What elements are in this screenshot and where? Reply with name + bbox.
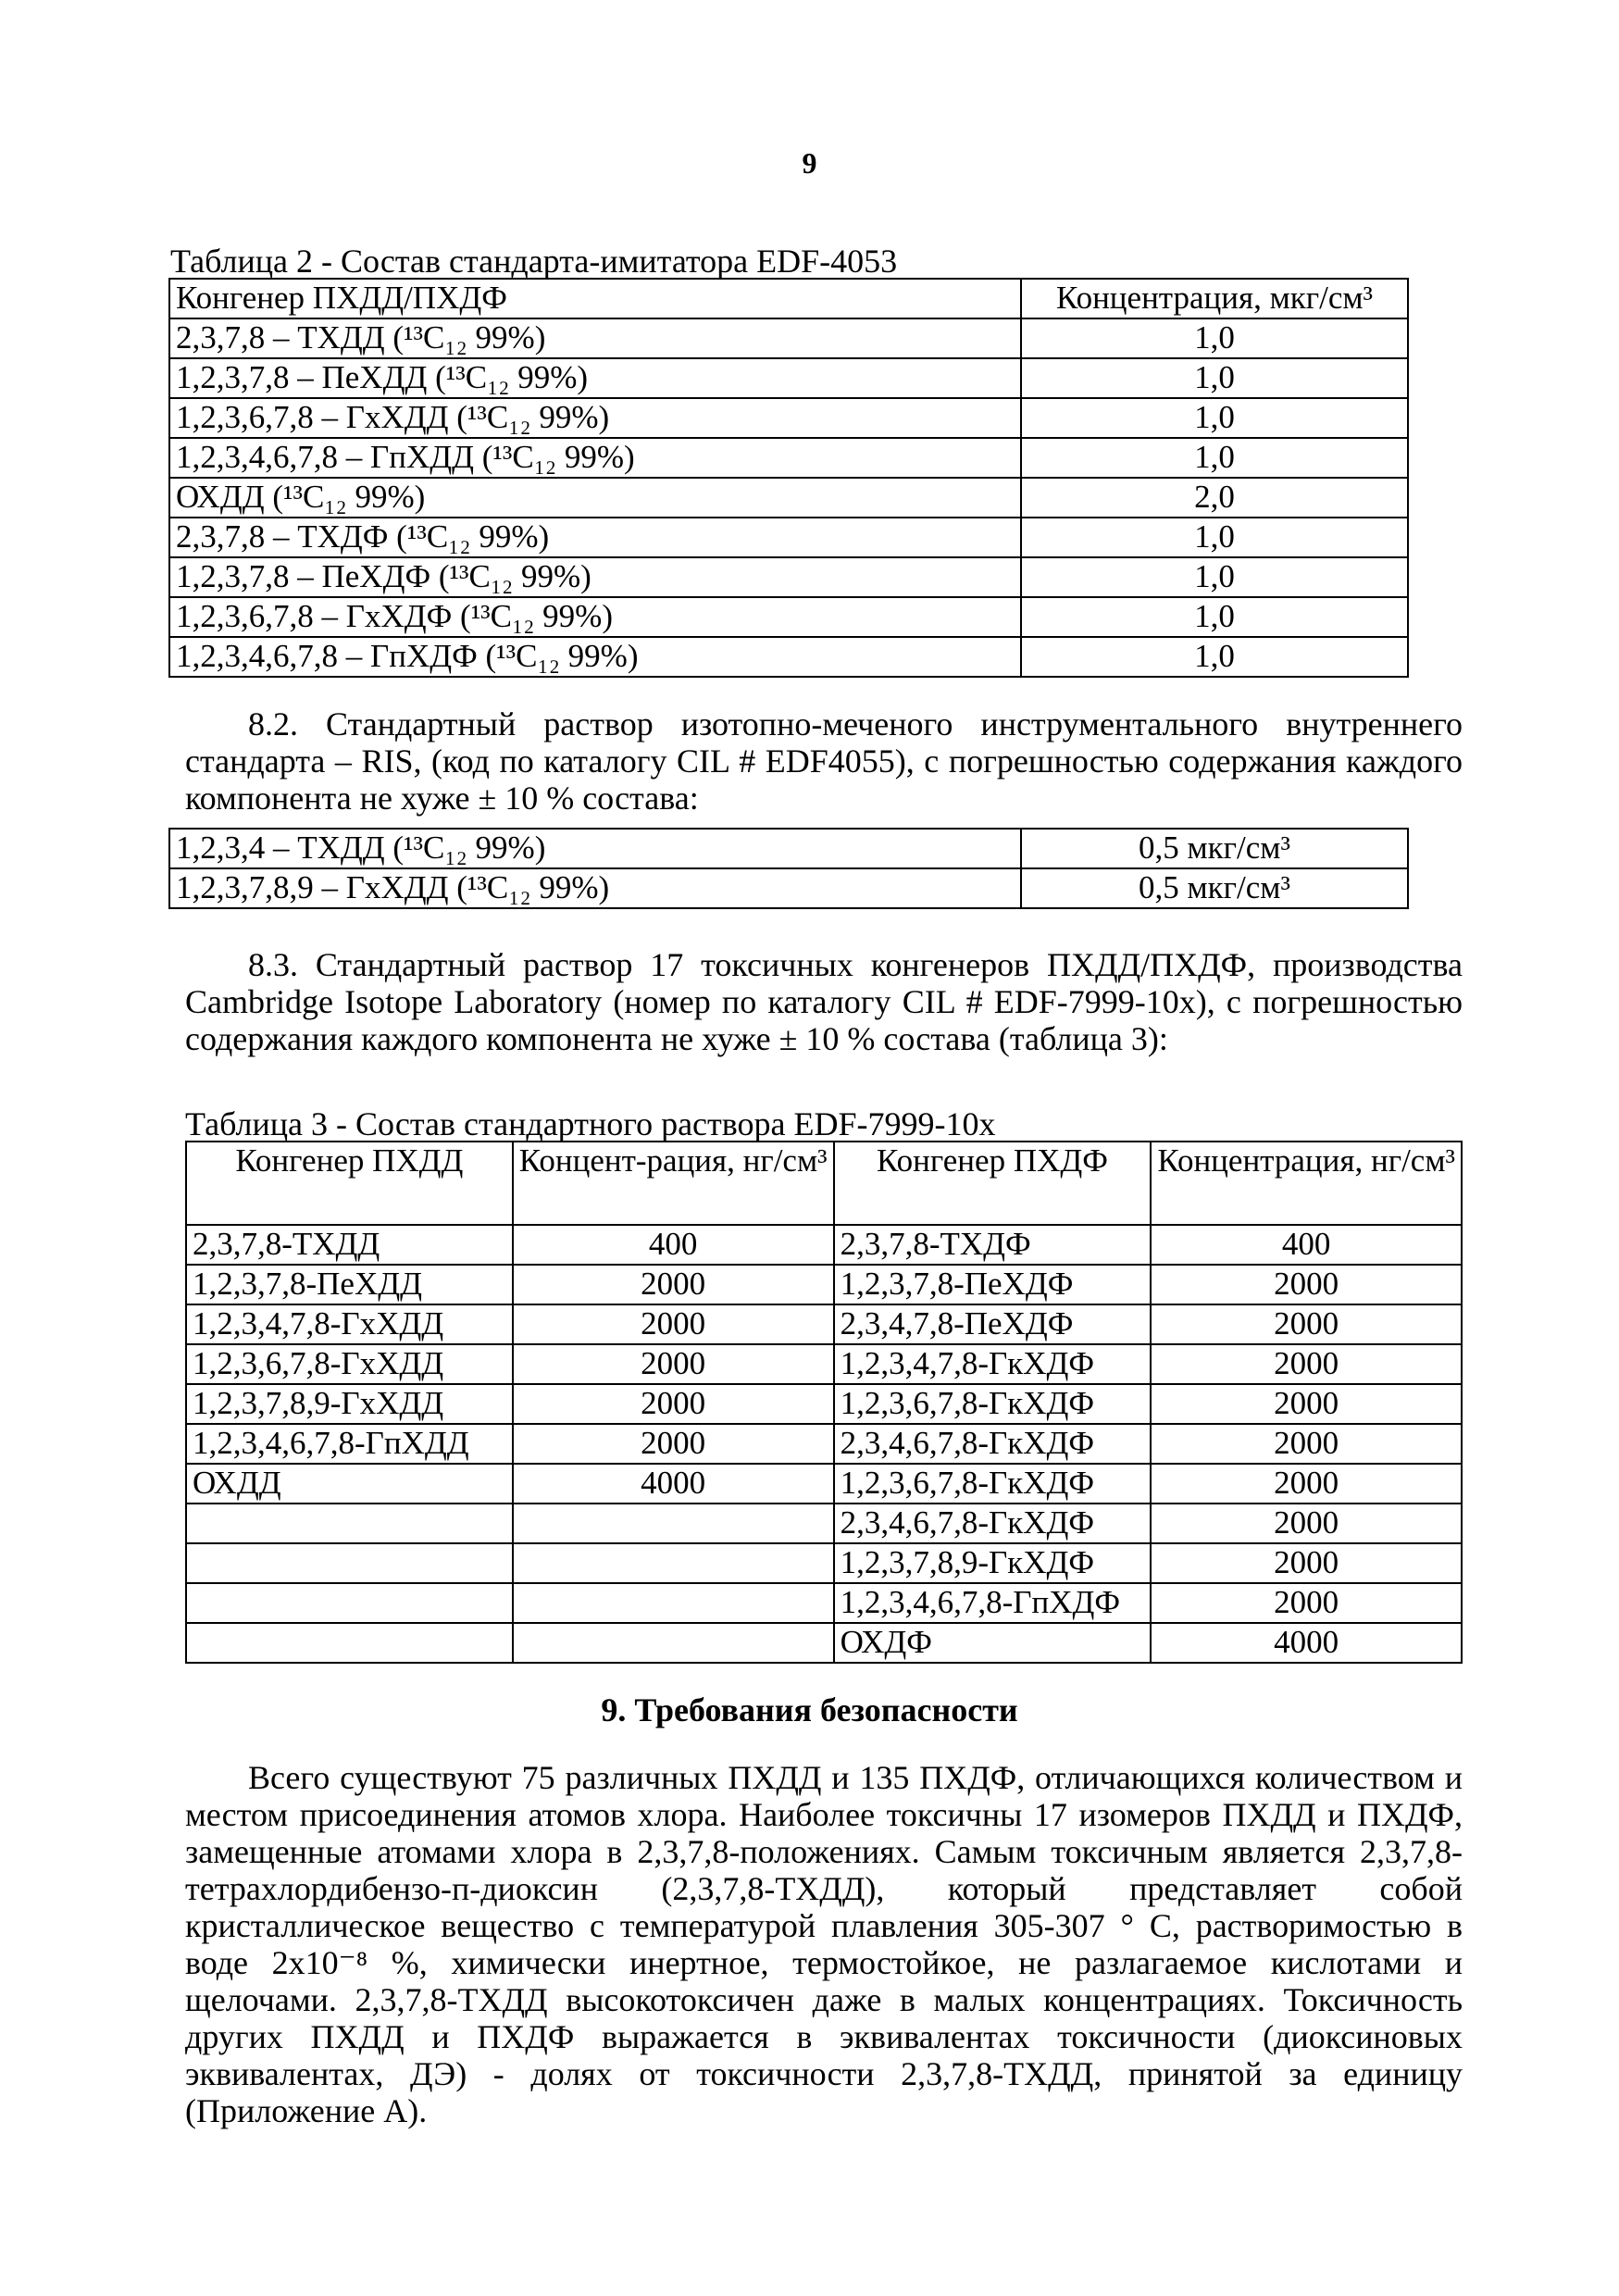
page-number: 9 [802, 146, 817, 180]
table-row [169, 318, 1408, 358]
table-row [186, 1265, 1462, 1304]
concentration-cell: 0,5 мкг/см³ [1021, 829, 1408, 868]
table3-caption: Таблица 3 - Состав стандартного раствора EDF-7999-10x [185, 1105, 996, 1142]
pcdd-congener-cell: 1,2,3,4,6,7,8-ГпХДД [186, 1424, 513, 1464]
table-row [186, 1504, 1462, 1543]
table-row [169, 829, 1408, 868]
pcdf-congener-cell: 1,2,3,7,8,9-ГкХДФ [834, 1543, 1152, 1583]
concentration-cell: 0,5 мкг/см³ [1021, 868, 1408, 908]
table-row [186, 1543, 1462, 1583]
table-row [186, 1583, 1462, 1623]
pcdf-congener-cell: ОХДФ [834, 1623, 1152, 1663]
pcdd-congener-cell: ОХДД [186, 1464, 513, 1504]
pcdd-congener-cell [186, 1543, 513, 1583]
pcdf-concentration-cell: 2000 [1151, 1464, 1462, 1504]
section-8-2-text: 8.2. Стандартный раствор изотопно-меченого инструментального внутреннего стандарта – RIS, (код по каталогу CIL # EDF4055), с погрешностью содержания каждого компонента не хуже ± 10 % состава: [185, 705, 1463, 817]
table-row [186, 1424, 1462, 1464]
table-row [186, 1344, 1462, 1384]
column-header-concentration: Концентрация, мкг/см³ [1021, 279, 1408, 318]
table-row [169, 518, 1408, 557]
pcdd-congener-cell: 1,2,3,7,8-ПеХДД [186, 1265, 513, 1304]
pcdf-congener-cell: 1,2,3,6,7,8-ГкХДФ [834, 1464, 1152, 1504]
congener-cell: 2,3,7,8 – ТХДФ (¹³C₁₂ 99%) [169, 518, 1021, 557]
section-8-3-text: 8.3. Стандартный раствор 17 токсичных конгенеров ПХДД/ПХДФ, производства Cambridge Isotope Laboratory (номер по каталогу CIL # EDF-7999-10x), с погрешностью содержания каждого компонента не хуже ± 10 % состава (таблица 3): [185, 946, 1463, 1057]
pcdd-concentration-cell: 4000 [513, 1464, 834, 1504]
pcdf-concentration-cell: 2000 [1151, 1504, 1462, 1543]
table-header-row [169, 279, 1408, 318]
pcdf-congener-cell: 1,2,3,7,8-ПеХДФ [834, 1265, 1152, 1304]
table2-caption: Таблица 2 - Состав стандарта-имитатора EDF-4053 [170, 243, 898, 280]
table2 [168, 278, 1409, 678]
pcdd-congener-cell: 1,2,3,7,8,9-ГхХДД [186, 1384, 513, 1424]
congener-cell: 1,2,3,6,7,8 – ГхХДД (¹³C₁₂ 99%) [169, 398, 1021, 438]
concentration-cell: 1,0 [1021, 597, 1408, 637]
pcdf-congener-cell: 2,3,4,6,7,8-ГкХДФ [834, 1424, 1152, 1464]
section-9-heading: 9. Требования безопасности [601, 1691, 1018, 1728]
congener-cell: 1,2,3,6,7,8 – ГхХДФ (¹³C₁₂ 99%) [169, 597, 1021, 637]
pcdd-concentration-cell: 2000 [513, 1304, 834, 1344]
congener-cell: 1,2,3,7,8 – ПеХДФ (¹³C₁₂ 99%) [169, 557, 1021, 597]
pcdf-congener-cell: 1,2,3,6,7,8-ГкХДФ [834, 1384, 1152, 1424]
congener-cell: 1,2,3,7,8,9 – ГхХДД (¹³C₁₂ 99%) [169, 868, 1021, 908]
pcdd-congener-cell [186, 1623, 513, 1663]
table3 [185, 1141, 1463, 1664]
pcdf-concentration-cell: 2000 [1151, 1344, 1462, 1384]
table-row [169, 637, 1408, 677]
pcdf-congener-cell: 1,2,3,4,6,7,8-ГпХДФ [834, 1583, 1152, 1623]
table-header-row [186, 1142, 1462, 1225]
concentration-cell: 1,0 [1021, 518, 1408, 557]
concentration-cell: 1,0 [1021, 637, 1408, 677]
pcdf-congener-cell: 1,2,3,4,7,8-ГкХДФ [834, 1344, 1152, 1384]
pcdd-congener-cell [186, 1583, 513, 1623]
pcdd-concentration-cell [513, 1504, 834, 1543]
table-row [186, 1384, 1462, 1424]
section-9-text: Всего существуют 75 различных ПХДД и 135 ПХДФ, отличающихся количеством и местом присоединения атомов хлора. Наиболее токсичны 17 изомеров ПХДД и ПХДФ, замещенные атомами хлора в 2,3,7,8-положениях. Самым токсичным является 2,3,7,8-тетрахлордибензо-п-диоксин (2,3,7,8-ТХДД), который представляет собой кристаллическое вещество с температурой плавления 305-307 ° С, растворимостью в воде 2х10⁻⁸ %, химически инертное, термостойкое, не разлагаемое кислотами и щелочами. 2,3,7,8-ТХДД высокотоксичен даже в малых концентрациях. Токсичность других ПХДД и ПХДФ выражается в эквивалентах токсичности (диоксиновых эквивалентах, ДЭ) - долях от токсичности 2,3,7,8-ТХДД, принятой за единицу (Приложение А). [185, 1759, 1463, 2129]
concentration-cell: 2,0 [1021, 478, 1408, 518]
column-header-conc1: Концент-рация, нг/см³ [513, 1142, 834, 1225]
pcdf-congener-cell: 2,3,4,7,8-ПеХДФ [834, 1304, 1152, 1344]
pcdd-concentration-cell [513, 1543, 834, 1583]
congener-cell: ОХДД (¹³C₁₂ 99%) [169, 478, 1021, 518]
pcdd-congener-cell: 2,3,7,8-ТХДД [186, 1225, 513, 1265]
congener-cell: 1,2,3,4,6,7,8 – ГпХДД (¹³C₁₂ 99%) [169, 438, 1021, 478]
table-row [169, 868, 1408, 908]
pcdd-concentration-cell: 2000 [513, 1384, 834, 1424]
congener-cell: 1,2,3,7,8 – ПеХДД (¹³C₁₂ 99%) [169, 358, 1021, 398]
pcdf-concentration-cell: 4000 [1151, 1623, 1462, 1663]
pcdd-concentration-cell: 2000 [513, 1344, 834, 1384]
table-row [169, 557, 1408, 597]
pcdf-concentration-cell: 2000 [1151, 1583, 1462, 1623]
concentration-cell: 1,0 [1021, 318, 1408, 358]
congener-cell: 2,3,7,8 – ТХДД (¹³C₁₂ 99%) [169, 318, 1021, 358]
pcdd-concentration-cell: 400 [513, 1225, 834, 1265]
pcdf-congener-cell: 2,3,7,8-ТХДФ [834, 1225, 1152, 1265]
concentration-cell: 1,0 [1021, 438, 1408, 478]
pcdd-congener-cell: 1,2,3,4,7,8-ГхХДД [186, 1304, 513, 1344]
pcdd-concentration-cell [513, 1623, 834, 1663]
pcdd-congener-cell [186, 1504, 513, 1543]
pcdf-congener-cell: 2,3,4,6,7,8-ГкХДФ [834, 1504, 1152, 1543]
congener-cell: 1,2,3,4 – ТХДД (¹³C₁₂ 99%) [169, 829, 1021, 868]
pcdf-concentration-cell: 2000 [1151, 1424, 1462, 1464]
concentration-cell: 1,0 [1021, 557, 1408, 597]
pcdf-concentration-cell: 2000 [1151, 1543, 1462, 1583]
table-row [169, 398, 1408, 438]
pcdf-concentration-cell: 2000 [1151, 1265, 1462, 1304]
congener-cell: 1,2,3,4,6,7,8 – ГпХДФ (¹³C₁₂ 99%) [169, 637, 1021, 677]
table-row [169, 478, 1408, 518]
pcdf-concentration-cell: 2000 [1151, 1384, 1462, 1424]
pcdd-concentration-cell: 2000 [513, 1265, 834, 1304]
pcdd-concentration-cell [513, 1583, 834, 1623]
table-row [186, 1304, 1462, 1344]
pcdd-congener-cell: 1,2,3,6,7,8-ГхХДД [186, 1344, 513, 1384]
column-header-conc2: Концентрация, нг/см³ [1151, 1142, 1462, 1225]
ris-table [168, 828, 1409, 909]
concentration-cell: 1,0 [1021, 398, 1408, 438]
column-header-pcdf: Конгенер ПХДФ [834, 1142, 1152, 1225]
column-header-congener: Конгенер ПХДД/ПХДФ [169, 279, 1021, 318]
concentration-cell: 1,0 [1021, 358, 1408, 398]
table-row [186, 1623, 1462, 1663]
table-row [169, 597, 1408, 637]
table-row [169, 438, 1408, 478]
pcdd-concentration-cell: 2000 [513, 1424, 834, 1464]
table-row [186, 1225, 1462, 1265]
column-header-pcdd: Конгенер ПХДД [186, 1142, 513, 1225]
pcdf-concentration-cell: 400 [1151, 1225, 1462, 1265]
table-row [169, 358, 1408, 398]
table-row [186, 1464, 1462, 1504]
pcdf-concentration-cell: 2000 [1151, 1304, 1462, 1344]
